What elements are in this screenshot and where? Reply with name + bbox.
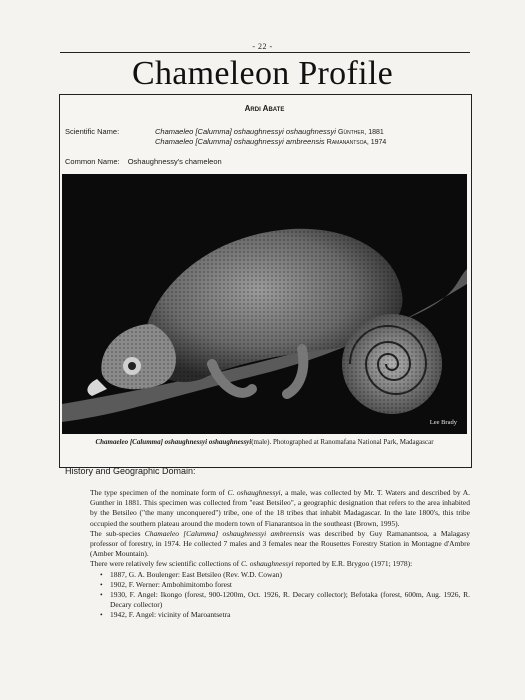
caption-text: (male). Photographed at Ranomafana National Park, Madagascar <box>251 438 434 446</box>
scientific-name-line-1 <box>155 127 384 136</box>
list-item: • 1942, F. Angel: vicinity of Maroantsetra <box>100 610 470 620</box>
p1-text-b: , a male, was collected by Mr. T. Waters and described by A. Gunther in 1881. This specimen was collected from "east Betsileo", a geographic designation that refers to the area inhabited by the Betsileo ("the many unconquered") tribe, one of the 18 tribes that inhabit Madagascar. In the late 1800's, this tribe occupied the southern plateau around the modern town of Fianarantsoa in the southeast (Brown, 1995). <box>90 488 471 528</box>
list-item: • 1902, F. Werner: Ambohimitombo forest <box>100 580 470 590</box>
article-body <box>90 488 470 621</box>
p1-text-a: The type specimen of the nominate form of <box>90 488 228 497</box>
chameleon-photo <box>62 174 467 434</box>
scientific-name-label: Scientific Name: <box>65 127 120 136</box>
chameleon-illustration <box>62 174 467 434</box>
paragraph-1 <box>90 488 470 529</box>
scientific-name-line-2 <box>155 137 386 146</box>
photo-credit: Lee Brady <box>429 419 457 426</box>
scientific-name-2: Chamaeleo [Calumma] oshaughnessyi ambreensis <box>155 137 325 146</box>
author-name: Ardi Abate <box>244 104 285 113</box>
collections-list <box>90 570 470 621</box>
top-rule <box>60 52 470 53</box>
page-number: - 22 - <box>252 42 273 51</box>
scientific-name-1-author: Günther, 1881 <box>338 129 384 136</box>
scientific-name-2-author: Ramanantsoa, 1974 <box>326 139 387 146</box>
p3-species: C. oshaughnessyi <box>240 559 294 569</box>
common-name-label: Common Name: <box>65 157 120 166</box>
p1-species: C. oshaughnessyi <box>227 488 281 497</box>
p2-species: Chamaeleo [Calumma] oshaughnessyi ambreensis <box>144 528 305 538</box>
p3-text-b: reported by E.R. Brygoo (1971; 1978): <box>293 559 413 569</box>
list-item: • 1930, F. Angel: Ikongo (forest, 900-1200m, Oct. 1926, R. Decary collector); Befotaka (forest, 600m, Aug. 1926, R. Decary collector) <box>100 590 470 610</box>
paragraph-2 <box>90 529 470 560</box>
scientific-name-1: Chamaeleo [Calumma] oshaughnessyi oshaughnessyi <box>155 127 336 136</box>
p2-text-b: was described by Guy Ramanantsoa, a Malagasy professor of forestry, in 1974. He collected 7 males and 3 females near the Rousettes Forestry Station in Montagne d'Ambre (Amber Mountain). <box>90 528 470 559</box>
p2-text-a: The sub-species <box>90 528 145 538</box>
common-name-value: Oshaughnessy's chameleon <box>127 157 222 166</box>
photo-caption <box>62 438 467 446</box>
paragraph-3 <box>90 559 470 569</box>
page-title: Chameleon Profile <box>132 55 393 92</box>
section-heading: History and Geographic Domain: <box>65 466 196 476</box>
caption-species: Chamaeleo [Calumma] oshaughnessyi oshaughnessyi <box>95 438 252 446</box>
p3-text-a: There were relatively few scientific collections of <box>90 559 241 569</box>
list-item: • 1887, G. A. Boulenger: East Betsileo (Rev. W.D. Cowan) <box>100 570 470 580</box>
common-name-row <box>65 157 222 166</box>
